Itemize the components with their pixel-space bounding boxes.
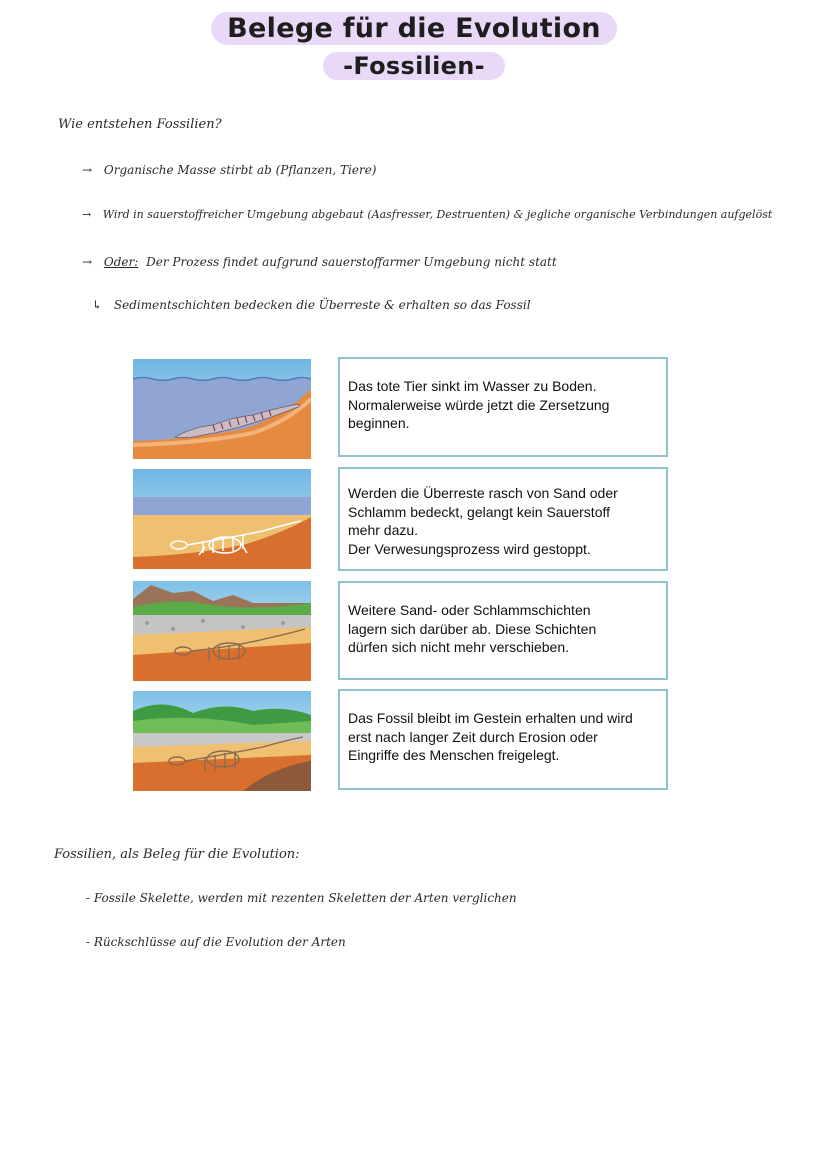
- stage-2-line-3: mehr dazu.: [348, 522, 419, 538]
- arrow-icon: →: [82, 255, 93, 269]
- stage-4-line-2: erst nach langer Zeit durch Erosion oder: [348, 728, 598, 745]
- stage-4-textbox: [338, 689, 668, 790]
- section2-bullet-1: - Fossile Skelette, werden mit rezenten Skeletten der Arten verglichen: [86, 891, 517, 905]
- stage-2-line-1: Werden die Überreste rasch von Sand oder: [348, 485, 618, 501]
- section1-heading: Wie entstehen Fossilien?: [58, 117, 222, 132]
- section1-bullet-1: [82, 163, 376, 177]
- stage-2-line-2: Schlamm bedeckt, gelangt kein Sauerstoff: [348, 503, 611, 520]
- stage-2-textbox: [338, 467, 668, 571]
- stage-3-line-2: lagern sich darüber ab. Diese Schichten: [348, 620, 597, 637]
- page-subtitle: -Fossilien-: [323, 52, 505, 80]
- stage-2-line-4: Der Verwesungsprozess wird gestoppt.: [348, 540, 591, 557]
- stage-1-line-2: Normalerweise würde jetzt die Zersetzung: [348, 396, 610, 413]
- stage-1-line-3: beginnen.: [348, 415, 410, 431]
- section1-bullet-2: [82, 208, 772, 221]
- stage-4-line-1: Das Fossil bleibt im Gestein erhalten und wird: [348, 710, 633, 726]
- stage-1-textbox: [338, 357, 668, 457]
- bullet-text: Der Prozess findet aufgrund sauerstoffarmer Umgebung nicht statt: [146, 255, 557, 269]
- bullet-text: Wird in sauerstoffreicher Umgebung abgebaut (Aasfresser, Destruenten) & jegliche organische Verbindungen aufgelöst: [102, 208, 773, 221]
- title-line-2-wrap: [0, 52, 828, 80]
- bullet-text: Sedimentschichten bedecken die Überreste & erhalten so das Fossil: [113, 298, 531, 312]
- stage-3-illustration: [133, 581, 311, 681]
- return-arrow-icon: ↳: [92, 298, 103, 312]
- title-line-1-wrap: [0, 12, 828, 45]
- arrow-icon: →: [82, 163, 93, 177]
- section1-bullet-4: [92, 298, 531, 312]
- page-title: Belege für die Evolution: [211, 12, 617, 45]
- bullet-prefix: Oder:: [103, 255, 139, 269]
- stage-1-line-1: Das tote Tier sinkt im Wasser zu Boden.: [348, 378, 597, 394]
- stage-3-textbox: [338, 581, 668, 680]
- section2-heading: Fossilien, als Beleg für die Evolution:: [54, 847, 300, 862]
- section1-bullet-3: [82, 255, 557, 269]
- section2-bullet-2: - Rückschlüsse auf die Evolution der Arten: [86, 935, 346, 949]
- stage-3-line-1: Weitere Sand- oder Schlammschichten: [348, 602, 591, 618]
- stage-3-line-3: dürfen sich nicht mehr verschieben.: [348, 639, 569, 655]
- stage-4-illustration: [133, 691, 311, 791]
- bullet-text: Organische Masse stirbt ab (Pflanzen, Tiere): [103, 163, 377, 177]
- arrow-icon: →: [82, 208, 92, 221]
- stage-4-line-3: Eingriffe des Menschen freigelegt.: [348, 747, 560, 763]
- stage-2-illustration: [133, 469, 311, 569]
- stage-1-illustration: [133, 359, 311, 459]
